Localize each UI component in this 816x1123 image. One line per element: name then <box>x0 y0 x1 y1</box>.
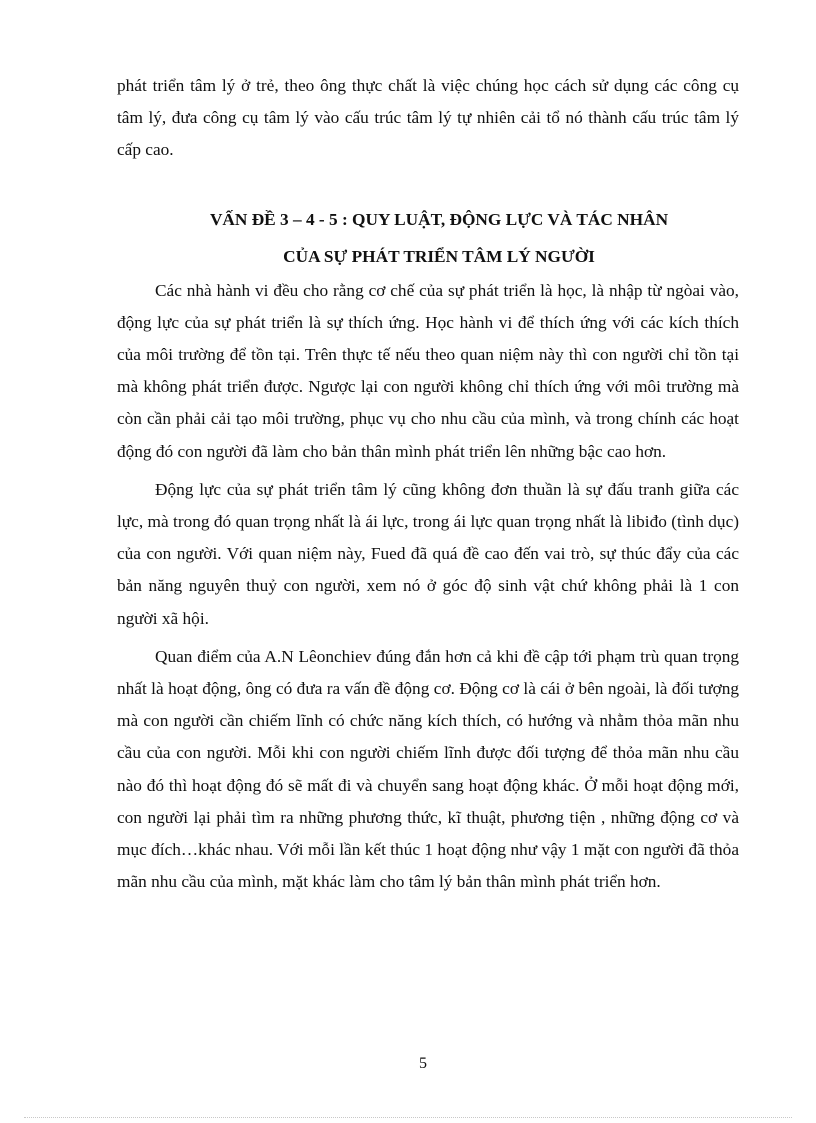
section-heading <box>117 201 739 275</box>
page-number: 5 <box>419 1055 427 1072</box>
page-content <box>117 70 739 898</box>
intro-paragraph: phát triển tâm lý ở trẻ, theo ông thực chất là việc chúng học cách sử dụng các công cụ tâm lý, đưa công cụ tâm lý vào cấu trúc tâm lý tự nhiên cải tổ nó thành cấu trúc tâm lý cấp cao. <box>117 76 739 160</box>
paragraph-leontiev: Quan điểm của A.N Lêonchiev đúng đắn hơn cả khi đề cập tới phạm trù quan trọng nhất là hoạt động, ông có đưa ra vấn đề động cơ. Động cơ là cái ở bên ngoài, là đối tượng mà con người cần chiếm lĩnh có chức năng kích thích, có hướng và nhằm thỏa mãn nhu cầu của con người. Mỗi khi con người chiếm lĩnh được đối tượng để thỏa mãn nhu cầu nào đó thì hoạt động đó sẽ mất đi và chuyển sang hoạt động khác. Ở mỗi hoạt động mới, con người lại phải tìm ra những phương thức, kĩ thuật, phương tiện , những động cơ và mục đích…khác nhau. Với mỗi lần kết thúc 1 hoạt động như vậy 1 mặt con người đã thỏa mãn nhu cầu của mình, mặt khác làm cho tâm lý bản thân mình phát triển hơn. <box>117 646 739 892</box>
paragraph-freud: Động lực của sự phát triển tâm lý cũng không đơn thuần là sự đấu tranh giữa các lực, mà trong đó quan trọng nhất là ái lực, trong ái lực quan trọng nhất là libiđo (tình dục) của con người. Với quan niệm này, Fued đã quá đề cao đến vai trò, sự thúc đẩy của các bản năng nguyên thuỷ con người, xem nó ở góc độ sinh vật chứ không phải là 1 con người xã hội. <box>117 479 739 628</box>
section-heading-line-2: CỦA SỰ PHÁT TRIỂN TÂM LÝ NGƯỜI <box>283 246 595 266</box>
page-bottom-divider <box>24 1117 792 1118</box>
section-heading-line-1: VẤN ĐỀ 3 – 4 - 5 : QUY LUẬT, ĐỘNG LỰC VÀ TÁC NHÂN <box>209 209 669 229</box>
paragraph-behaviorism: Các nhà hành vi đều cho rằng cơ chế của sự phát triển là học, là nhập từ ngòai vào, động lực của sự phát triển là sự thích ứng. Học hành vi để thích ứng với các kích thích của môi trường để tồn tại. Trên thực tế nếu theo quan niệm này thì con người chỉ tồn tại mà không phát triển được. Ngược lại con người không chỉ thích ứng với môi trường mà còn cần phải cải tạo môi trường, phục vụ cho nhu cầu của mình, và trong chính các hoạt động đó con người đã làm cho bản thân mình phát triển lên những bậc cao hơn. <box>117 280 739 461</box>
